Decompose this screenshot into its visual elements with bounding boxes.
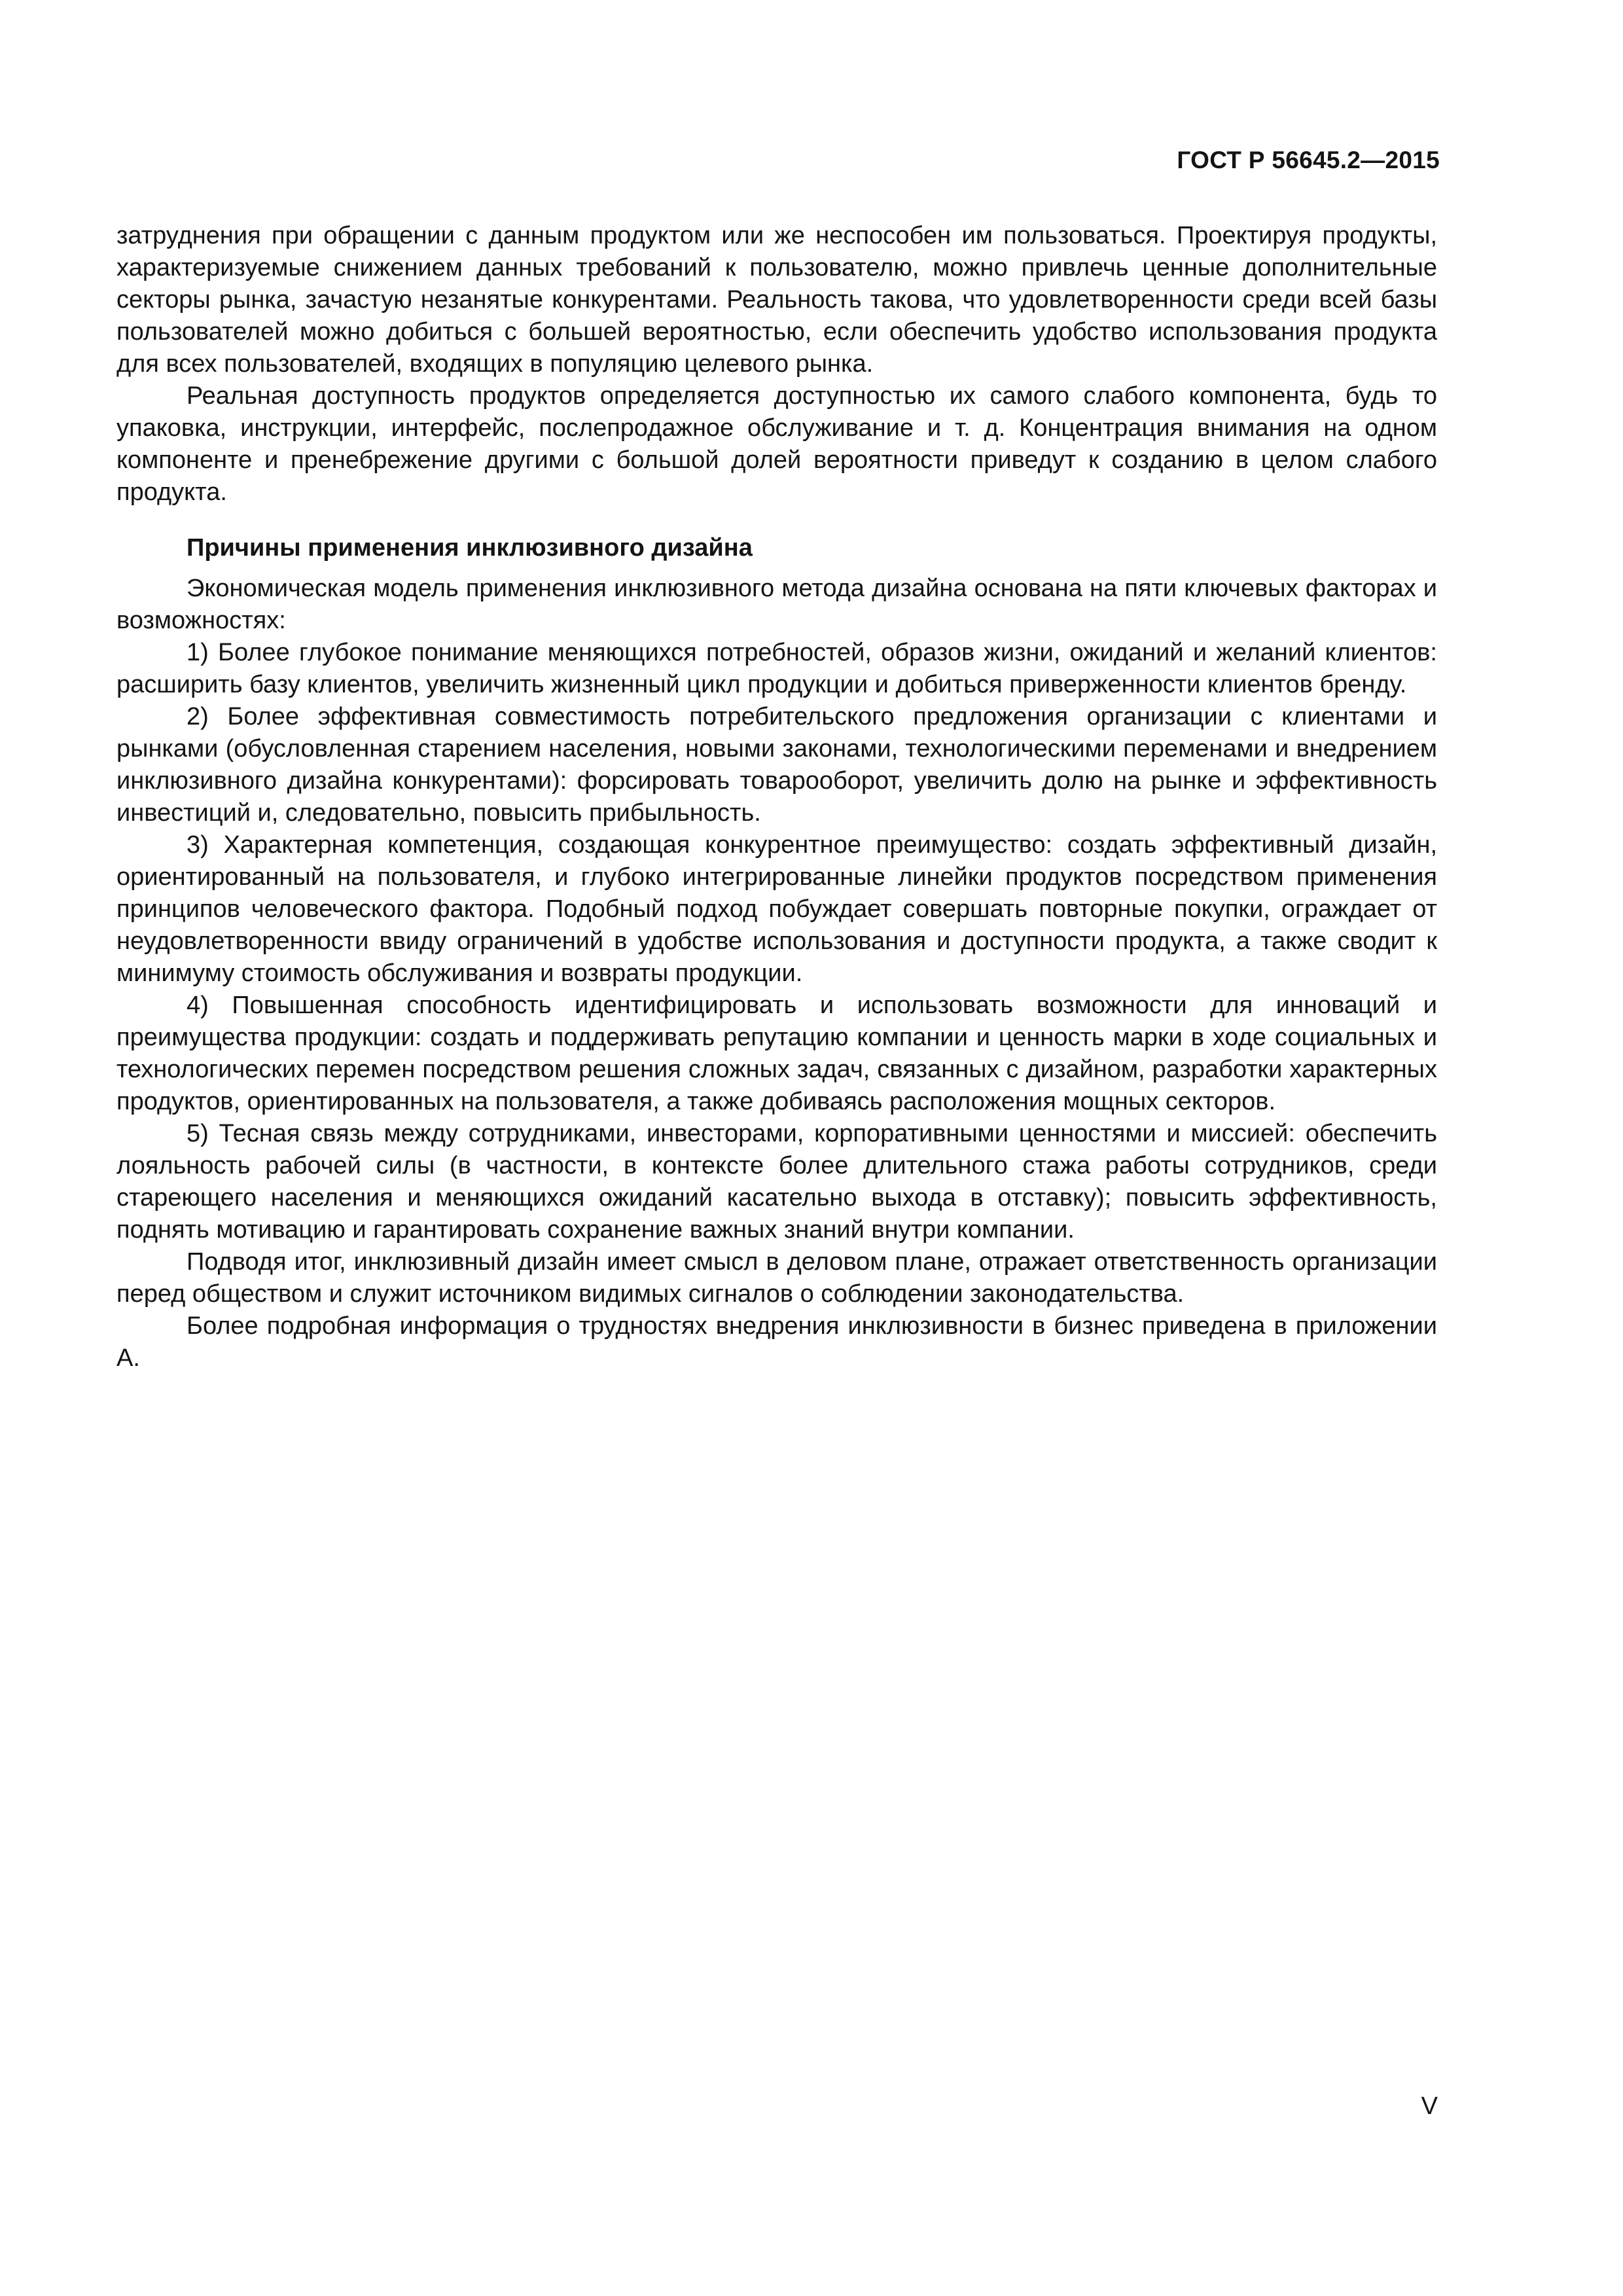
list-item-2: 2) Более эффективная совместимость потребительского предложения организации с клиентами и рынками (обусловленная старением населения, новыми законами, технологическими переменами и внедрением инклюзивного дизайна конкурентами): форсировать товарооборот, увеличить долю на рынке и эффективность инвестиций и, следовательно, повысить прибыльность.: [116, 703, 1437, 827]
paragraph-intro: Экономическая модель применения инклюзивного метода дизайна основана на пяти ключевых факторах и возможностях:: [116, 575, 1437, 634]
list-item-4: 4) Повышенная способность идентифицировать и использовать возможности для инноваций и преимущества продукции: создать и поддерживать репутацию компании и ценность марки в ходе социальных и технологических перемен посредством решения сложных задач, связанных с дизайном, разработки характерных продуктов, ориентированных на пользователя, а также добиваясь расположения мощных секторов.: [116, 992, 1437, 1115]
page-number: V: [1421, 2092, 1438, 2120]
document-body: [116, 220, 1437, 1374]
paragraph-reference: Более подробная информация о трудностях внедрения инклюзивности в бизнес приведена в приложении А.: [116, 1312, 1437, 1372]
list-item-5: 5) Тесная связь между сотрудниками, инвесторами, корпоративными ценностями и миссией: обеспечить лояльность рабочей силы (в частности, в контексте более длительного стажа работы сотрудников, среди стареющего населения и меняющихся ожиданий касательно выхода в отставку); повысить эффективность, поднять мотивацию и гарантировать сохранение важных знаний внутри компании.: [116, 1120, 1437, 1244]
section-heading: Причины применения инклюзивного дизайна: [187, 534, 753, 562]
document-header: ГОСТ Р 56645.2—2015: [1177, 147, 1440, 173]
paragraph: Реальная доступность продуктов определяется доступностью их самого слабого компонента, будь то упаковка, инструкции, интерфейс, послепродажное обслуживание и т. д. Концентрация внимания на одном компоненте и пренебрежение другими с большой долей вероятности приведут к созданию в целом слабого продукта.: [116, 382, 1437, 506]
list-item-3: 3) Характерная компетенция, создающая конкурентное преимущество: создать эффективный дизайн, ориентированный на пользователя, и глубоко интегрированные линейки продуктов посредством применения принципов человеческого фактора. Подобный подход побуждает совершать повторные покупки, ограждает от неудовлетворенности ввиду ограничений в удобстве использования и доступности продукта, а также сводит к минимуму стоимость обслуживания и возвраты продукции.: [116, 831, 1437, 987]
paragraph-summary: Подводя итог, инклюзивный дизайн имеет смысл в деловом плане, отражает ответственность организации перед обществом и служит источником видимых сигналов о соблюдении законодательства.: [116, 1248, 1437, 1308]
paragraph-continuation: затруднения при обращении с данным продуктом или же неспособен им пользоваться. Проектируя продукты, характеризуемые снижением данных требований к пользователю, можно привлечь ценные дополнительные секторы рынка, зачастую незанятые конкурентами. Реальность такова, что удовлетворенности среди всей базы пользователей можно добиться с большей вероятностью, если обеспечить удобство использования продукта для всех пользователей, входящих в популяцию целевого рынка.: [116, 222, 1437, 378]
list-item-1: 1) Более глубокое понимание меняющихся потребностей, образов жизни, ожиданий и желаний клиентов: расширить базу клиентов, увеличить жизненный цикл продукции и добиться приверженности клиентов бренду.: [116, 639, 1437, 698]
